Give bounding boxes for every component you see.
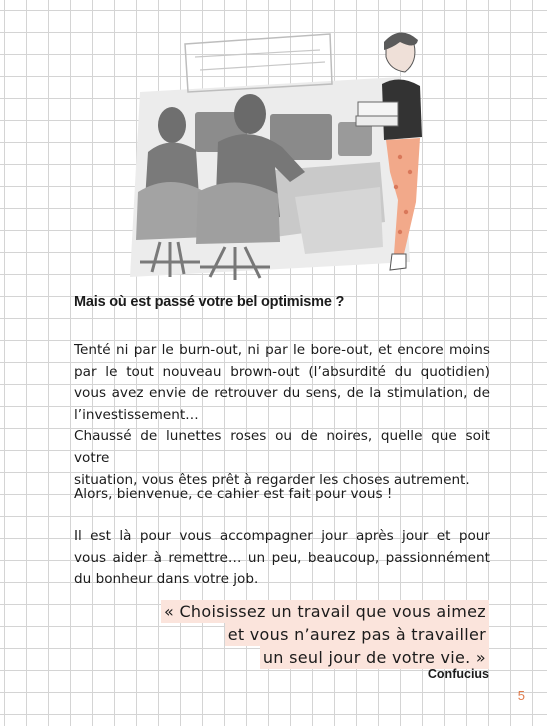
paragraph-line: situation, vous êtes prêt à regarder les choses autrement.: [74, 471, 470, 488]
paragraph-line: l’investissement…: [74, 406, 199, 423]
paragraph-line: vous avez envie de retrouver du sens, de la stimulation, de: [74, 385, 490, 402]
paragraph-line: Tenté ni par le burn-out, ni par le bore-out, et encore moins: [74, 342, 490, 358]
intro-paragraph: [74, 340, 490, 491]
paragraph-line: Il est là pour vous accompagner jour après jour et pour: [74, 528, 490, 544]
purpose-paragraph: [74, 526, 490, 591]
paragraph-line: du bonheur dans votre job.: [74, 571, 259, 588]
quote-line: un seul jour de votre vie. »: [260, 646, 489, 669]
welcome-paragraph: [74, 484, 490, 506]
quote-author: Confucius: [427, 667, 489, 681]
office-illustration: [100, 22, 430, 284]
section-heading: Mais où est passé votre bel optimisme ?: [74, 294, 345, 310]
paragraph-line: vous aider à remettre… un peu, beaucoup, passionnément: [74, 549, 490, 566]
confucius-quote: [161, 600, 489, 669]
quote-line: « Choisissez un travail que vous aimez: [161, 600, 489, 623]
paragraph-line: par le tout nouveau brown-out (l’absurdité du quotidien): [74, 363, 490, 380]
page-number: 5: [517, 688, 525, 703]
paragraph-line: Alors, bienvenue, ce cahier est fait pour vous !: [74, 486, 393, 502]
quote-line: et vous n’aurez pas à travailler: [225, 623, 489, 646]
paragraph-line: Chaussé de lunettes roses ou de noires, quelle que soit votre: [74, 428, 490, 466]
